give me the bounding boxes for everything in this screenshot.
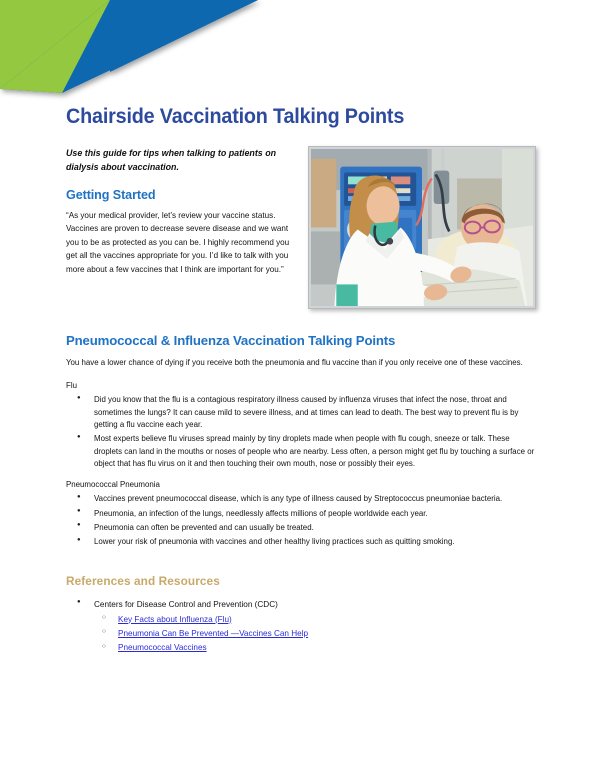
getting-started-heading: Getting Started <box>66 187 156 202</box>
references-list <box>66 598 538 654</box>
list-item: ● Pneumonia can often be prevented and can usually be treated. <box>66 522 538 534</box>
list-item: ● Most experts believe flu viruses spread mainly by tiny droplets made when people with flu cough, sneeze or talk. These droplets can land in the mouths or noses of people who are nearby. Less often, a person might get flu by touching a surface or object that has flu virus on it and then touching their own mouth, nose or possibly their eyes. <box>66 433 538 470</box>
clinician-patient-photo-frame <box>308 146 536 309</box>
list-item: ● Pneumonia, an infection of the lungs, needlessly affects millions of people worldwide each year. <box>66 508 538 520</box>
pneumococcal-bullet-list <box>66 493 538 548</box>
list-item <box>94 613 538 626</box>
clinician-patient-photo <box>311 149 533 306</box>
reference-links-list <box>66 613 538 655</box>
reference-link-pneumococcal-vaccines[interactable]: Pneumococcal Vaccines <box>118 643 207 653</box>
intro-section <box>66 146 538 309</box>
list-item <box>94 641 538 654</box>
list-item: ● Lower your risk of pneumonia with vaccines and other healthy living practices such as quitting smoking. <box>66 536 538 548</box>
document-body <box>66 146 538 655</box>
reference-link-pneumonia-prevented[interactable]: Pneumonia Can Be Prevented —Vaccines Can Help <box>118 628 309 638</box>
page-title: Chairside Vaccination Talking Points <box>66 104 405 128</box>
list-item: ● Did you know that the flu is a contagious respiratory illness caused by influenza viruses that infect the nose, throat and sometimes the lungs? It can cause mild to severe illness, and at times can lead to death. The best way to prevent flu is by getting a flu vaccine each year. <box>66 394 538 431</box>
references-heading: References and Resources <box>66 574 220 589</box>
vaccination-talking-points-heading: Pneumococcal & Influenza Vaccination Talking Points <box>66 333 396 348</box>
pneumococcal-subheading: Pneumococcal Pneumonia <box>66 480 160 490</box>
flu-subheading: Flu <box>66 381 77 391</box>
list-item <box>94 627 538 640</box>
vaccination-intro-paragraph: You have a lower chance of dying if you receive both the pneumonia and flu vaccine than if you only receive one of these vaccines. <box>66 358 523 367</box>
list-item: ● Vaccines prevent pneumococcal disease, which is any type of illness caused by Streptococcus pneumoniae bacteria. <box>66 493 538 505</box>
intro-lead-text: Use this guide for tips when talking to patients on dialysis about vaccination. <box>66 148 277 173</box>
provider-script-quote: “As your medical provider, let’s review your vaccine status. Vaccines are proven to decrease severe disease and we want you to be as protected as you can be. I highly recommend you get all the vaccines appropriate for you. I’d like to talk with you more about a few vaccines that I think are important for you.” <box>66 210 290 274</box>
reference-link-key-facts-influenza[interactable]: Key Facts about Influenza (Flu) <box>118 614 232 624</box>
intro-text-column <box>66 146 298 276</box>
flu-bullet-list <box>66 394 538 470</box>
reference-source: ● Centers for Disease Control and Prevention (CDC) <box>66 598 538 611</box>
